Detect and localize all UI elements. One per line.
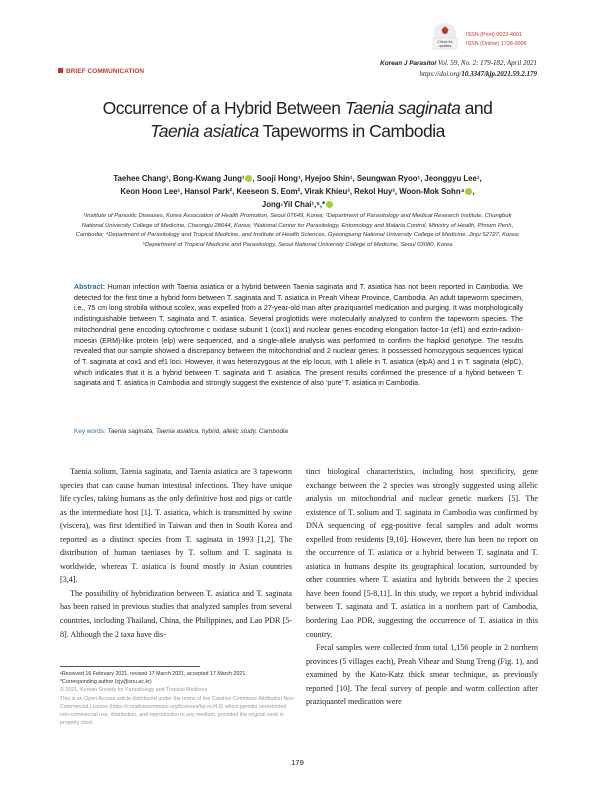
- section-label: [58, 68, 144, 75]
- orcid-icon[interactable]: [326, 201, 333, 208]
- svg-text:Check for: Check for: [437, 40, 453, 44]
- paragraph: The possibility of hybridization between T. asiatica and T. saginata has been raised in previous studies that analyzed samples from several countries, including Thailand, China, the Philippines, and Lao PDR [5-8]. Although the 2 taxa have dis-: [60, 588, 292, 639]
- abstract: [74, 282, 523, 389]
- author-list: Taehee Chang¹, Bong-Kwang Jung¹ , Sooji Hong¹, Hyejoo Shin¹, Seungwan Ryoo¹, Jeonggyu Lee¹, Keon Hoon Lee¹, Hansol Park², Keeseon S. Eom², Virak Khieu³, Rekol Huy³, Woon-Mok Sohn⁴ , Jong-Yil Chai¹,⁵,*: [113, 174, 482, 209]
- square-bullet-icon: [58, 68, 63, 73]
- footnotes: [60, 670, 295, 727]
- citation: Vol. 59, No. 2: 179-182, April 2021: [436, 59, 537, 67]
- copyright: © 2021, Korean Society for Parasitology and Tropical Medicine: [60, 687, 208, 694]
- body-column-left: [60, 465, 292, 641]
- corresponding-author: *Corresponding author (cjy@snu.ac.kr): [60, 679, 152, 686]
- footnote-divider: [60, 666, 200, 667]
- journal-citation: [380, 58, 537, 79]
- paragraph: tinct biological characteristics, including host specificity, gene exchange between the 2 species was strongly suggested using allelic analysis on mitochondrial and nuclear genetic markers [5]. The existence of T. solium and T. saginata in Cambodia was confirmed by DNA sequencing of egg-positive fecal samples and adult worms expelled from residents [9,10]. However, there has been no report on the occurrence of T. asiatica or a hybrid between T. saginata and T. asiatica in humans despite its geographical location, surrounded by other countries where T. asiatica and hybrids between the 2 species have been found [5-8,11]. In this study, we report a hybrid individual between T. saginata and T. asiatica in a northern part of Cambodia, bordering Lao PDR, suggesting the occurrence of T. asiatica in this country.: [306, 467, 538, 639]
- paragraph: Fecal samples were collected from total 1,156 people in 2 northern provinces (5 villages each), Preah Vihear and Stung Treng (Fig. 1), and examined by the Kato-Katz thick smear technique, as previously reported [10]. The fecal survey of people and worm collection after praziquantel medication were: [306, 643, 538, 707]
- issn-online: ISSN (Online) 1738-0006: [466, 41, 527, 47]
- abstract-text: Human infection with Taenia asiatica or a hybrid between Taenia saginata and T. asiatica has not been reported in Cambodia. We detected for the first time a hybrid form between T. saginata and T. asiatica in Preah Vihear Province, Cambodia. An adult tapeworm specimen, i.e., 75 cm long strobila without scolex, was expelled from a 27-year-old man after praziquantel medication and purging. It was morphologically indistinguishable between T. saginata and T. asiatica. Several proglottids were molecularly analyzed to confirm the tapeworm species. The mitochondrial gene encoding cytochrome c oxidase subunit 1 (cox1) and nuclear genes encoding elongation factor-1α (ef1) and ezrin-radixin-moesin (ERM)-like protein (elp) were sequenced, and a single-allele analysis was performed to confirm the haploid genotype. The results revealed that our sample showed a discrepancy between the mitochondrial and 2 nuclear genes. It possessed homozygous sequences typical of T. saginata at cox1 and ef1 loci. However, it was heterozygous at the elp locus, with 1 allele in T. asiatica (elpA) and 1 in T. saginata (elpC), which indicates that it is a hybrid between T. saginata and T. asiatica. The present results confirmed the presence of a hybrid between T. saginata and T. asiatica in Cambodia and strongly suggest the existence of also ‘pure’ T. asiatica in Cambodia.: [74, 283, 523, 388]
- keywords-label: Key words:: [74, 428, 106, 435]
- keywords: [74, 428, 288, 435]
- doi-link[interactable]: https://doi.org/10.3347/kjp.2021.59.2.179: [419, 70, 537, 78]
- issn-print: ISSN (Print) 0023-4001: [466, 32, 523, 38]
- license-text: This is an Open Access article distributed under the terms of the Creative Commons Attribution Non-Commercial License (https://creativecommons.org/licenses/by-nc/4.0) which permits unrestricted non-commercial use, distribution, and reproduction in any medium, provided the original work is properly cited.: [60, 695, 295, 727]
- abstract-label: Abstract:: [74, 283, 106, 291]
- page-number: 179: [291, 758, 304, 767]
- keywords-value: Taenia saginata, Taenia asiatica, hybrid, allelic study, Cambodia: [105, 428, 288, 435]
- affiliations: ¹Institute of Parasitic Diseases, Korea Association of Health Promotion, Seoul 07649, Korea; ²Department of Parasitology and Medical Research Institute, Chungbuk National University College of Medicine, Cheongju 28644, Korea; ³National Center for Parasitology, Entomology and Malaria Control, Ministry of Health, Phnom Penh, Cambodia; ⁴Department of Parasitology and Tropical Medicine, and Institute of Health Sciences, Gyeongsang National University College of Medicine, Jinju 52727, Korea; ⁵Department of Tropical Medicine and Parasitology, Seoul National University College of Medicine, Seoul 03080, Korea: [75, 213, 520, 249]
- journal-name: Korean J Parasitol: [380, 60, 437, 67]
- svg-text:updates: updates: [438, 44, 452, 48]
- section-label-text: BRIEF COMMUNICATION: [66, 68, 145, 75]
- article-title: Occurrence of a Hybrid Between Taenia saginata and Taenia asiatica Tapeworms in Cambodia: [102, 98, 493, 141]
- received-dates: •Received 16 February 2021, revised 17 March 2021, accepted 17 March 2021.: [60, 671, 247, 677]
- paragraph: Taenia solium, Taenia saginata, and Taenia asiatica are 3 tapeworm species that can cause human intestinal infections. They have unique life cycles, taking humans as the only definitive host and pigs or cattle as the intermediate host [1]. T. asiatica, which is transmitted by swine (viscera), was first identified in Taiwan and then in South Korea and reported as a distinct species from T. saginata in 1993 [1,2]. The distribution of human taeniases by T. solium and T. saginata is worldwide, whereas T. asiatica is found mostly in Asian countries [3,4].: [60, 467, 292, 585]
- check-for-updates-logo[interactable]: [432, 22, 458, 50]
- issn-block: [466, 31, 527, 49]
- body-column-right: [306, 465, 538, 709]
